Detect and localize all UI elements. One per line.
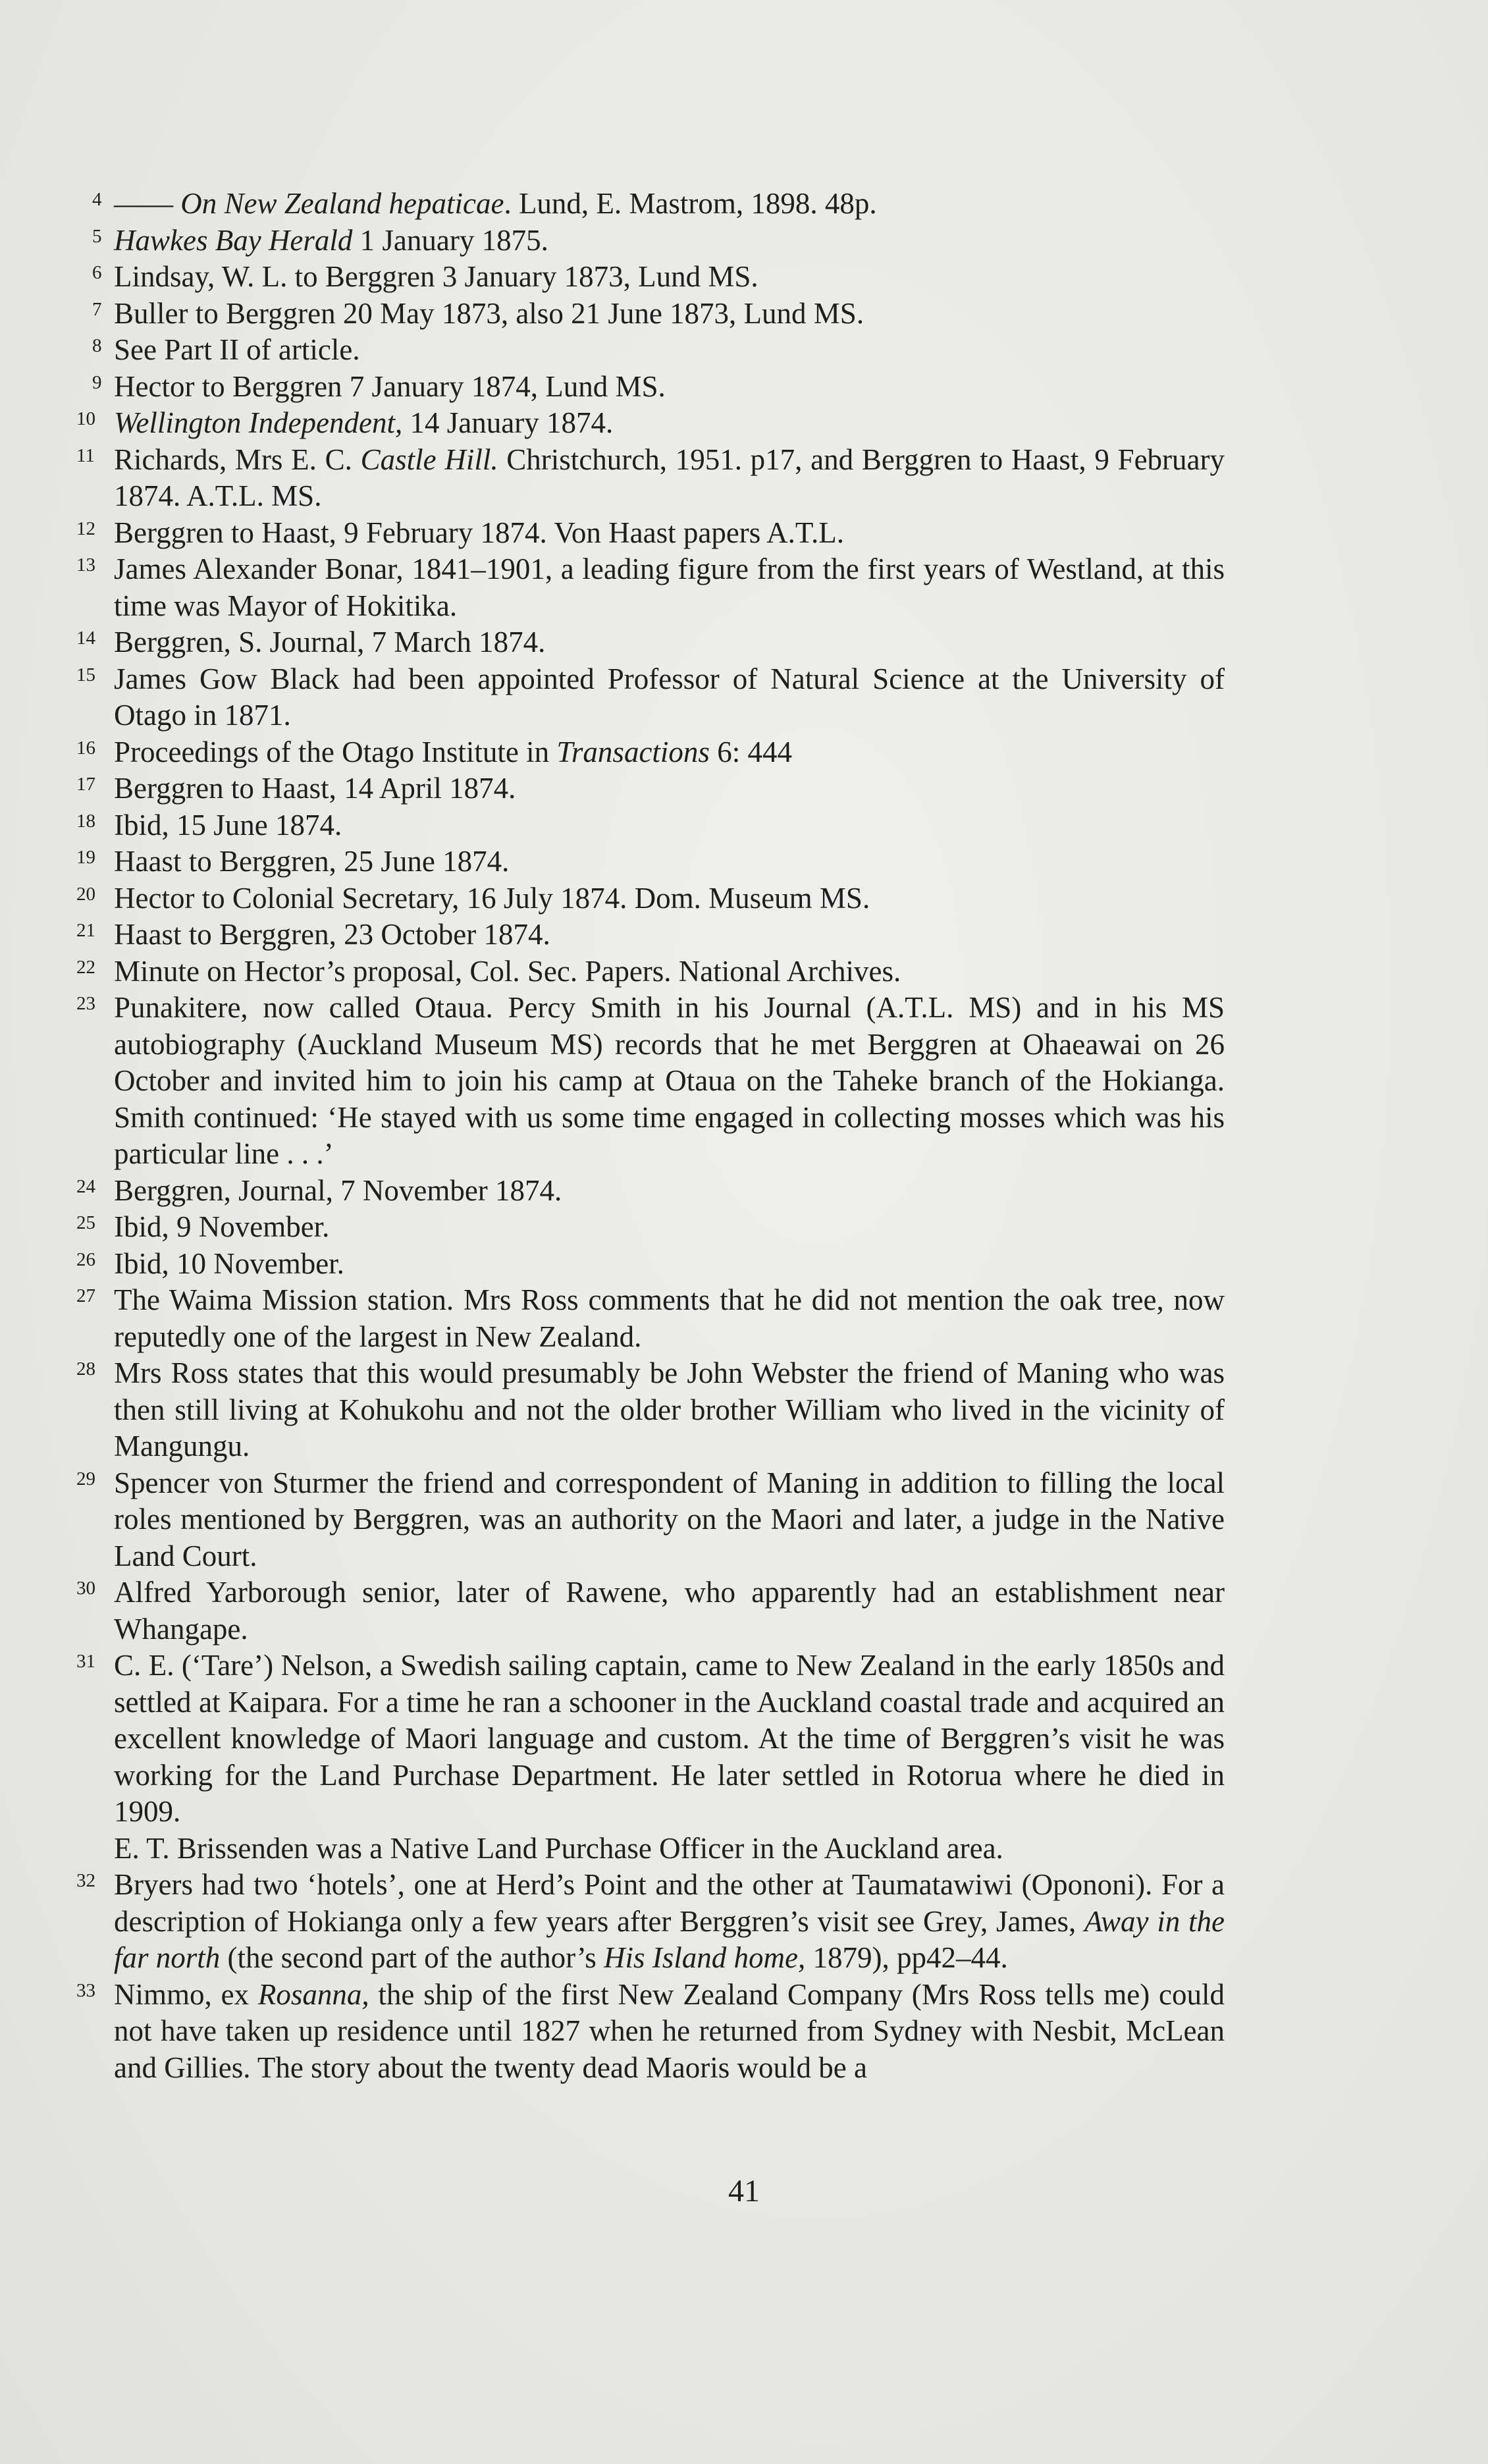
footnote-number: 6 — [92, 262, 102, 283]
footnote-text: Ibid, 9 November. — [114, 1210, 330, 1243]
footnote-text: Berggren, Journal, 7 November 1874. — [114, 1173, 562, 1207]
footnote-text: Haast to Berggren, 25 June 1874. — [114, 845, 510, 878]
footnote-number: 14 — [76, 628, 95, 649]
footnote-text: (the second part of the author’s — [220, 1941, 604, 1974]
footnote-text: Haast to Berggren, 23 October 1874. — [114, 918, 550, 951]
footnote-text: Berggren to Haast, 14 April 1874. — [114, 772, 516, 805]
footnote-number: 8 — [92, 335, 102, 356]
footnote-text: Mrs Ross states that this would presumably be John Webster the friend of Maning who was then still living at Kohukohu and not the older brother William who lived in the vicinity of Mangungu. — [114, 1356, 1225, 1462]
footnote-5 — [92, 223, 1225, 259]
footnote-number: 18 — [76, 810, 95, 832]
footnote-21 — [76, 917, 1225, 953]
footnote-29 — [76, 1465, 1225, 1575]
footnote-24 — [76, 1173, 1225, 1210]
footnote-text: Christchurch, 1951. p17, and Berggren to Haast, 9 February 1874. A.T.L. MS. — [114, 442, 1225, 512]
page-number: 41 — [728, 2174, 760, 2209]
footnote-text: 1879), pp42–44. — [805, 1941, 1008, 1974]
footnote-22 — [76, 953, 1225, 990]
footnote-number: 28 — [76, 1358, 95, 1379]
footnote-number: 7 — [92, 298, 102, 320]
footnote-number: 20 — [76, 883, 95, 905]
footnote-33 — [76, 1977, 1225, 2087]
footnote-number: 17 — [76, 774, 95, 795]
footnote-number: 19 — [76, 847, 95, 868]
footnote-number: 9 — [92, 371, 102, 393]
footnote-number: 26 — [76, 1248, 95, 1270]
footnote-30 — [76, 1574, 1225, 1647]
footnote-25 — [76, 1209, 1225, 1246]
footnote-number: 5 — [92, 225, 102, 247]
footnote-11 — [76, 442, 1225, 515]
footnote-15 — [76, 661, 1225, 734]
footnote-17 — [76, 770, 1225, 807]
footnote-number: 27 — [76, 1285, 95, 1306]
footnote-text: the ship of the first New Zealand Company (Mrs Ross tells me) could not have taken up residence until 1827 when he returned from Sydney with Nesbit, McLean and Gillies. The story about the twenty dead Maoris would be a — [114, 1977, 1225, 2084]
footnote-italic-text: Transactions — [556, 735, 710, 768]
footnote-continuation: E. T. Brissenden was a Native Land Purchase Officer in the Auckland area. — [114, 1831, 1003, 1865]
footnote-number: 24 — [76, 1175, 95, 1197]
footnote-text: Hector to Colonial Secretary, 16 July 1874. Dom. Museum MS. — [114, 881, 870, 915]
footnote-12 — [76, 515, 1225, 552]
footnote-text: Proceedings of the Otago Institute in — [114, 735, 557, 768]
footnote-number: 23 — [76, 993, 95, 1014]
footnote-19 — [76, 844, 1225, 880]
footnote-27 — [76, 1282, 1225, 1355]
footnote-text: Bryers had two ‘hotels’, one at Herd’s Point and the other at Taumatawiwi (Opononi). For a description of Hokianga only a few years after Berggren’s visit see Grey, James, — [114, 1868, 1225, 1938]
footnote-number: 15 — [76, 664, 95, 685]
footnote-text: Minute on Hector’s proposal, Col. Sec. Papers. National Archives. — [114, 954, 901, 988]
footnote-text: See Part II of article. — [114, 333, 360, 366]
footnote-list — [76, 186, 1225, 2086]
footnote-text: Berggren, S. Journal, 7 March 1874. — [114, 626, 546, 658]
footnote-text: . Lund, E. Mastrom, 1898. 48p. — [504, 187, 877, 220]
footnote-number: 21 — [76, 920, 95, 941]
footnote-text: 6: 444 — [709, 735, 792, 768]
footnote-number: 10 — [76, 408, 95, 429]
footnote-text: The Waima Mission station. Mrs Ross comments that he did not mention the oak tree, now reputedly one of the largest in New Zealand. — [114, 1283, 1225, 1353]
footnote-text: 1 January 1875. — [352, 223, 548, 257]
footnote-31 — [76, 1647, 1225, 1867]
footnote-text: James Alexander Bonar, 1841–1901, a leading figure from the first years of Westland, at this time was Mayor of Hokitika. — [114, 552, 1225, 622]
footnote-7 — [92, 296, 1225, 333]
footnote-text: Ibid, 10 November. — [114, 1246, 344, 1280]
footnote-32 — [76, 1867, 1225, 1977]
footnote-14 — [76, 624, 1225, 661]
footnote-20 — [76, 880, 1225, 917]
footnote-18 — [76, 807, 1225, 844]
footnote-26 — [76, 1246, 1225, 1283]
footnote-10 — [76, 405, 1225, 442]
footnote-6 — [92, 259, 1225, 296]
footnote-9 — [92, 369, 1225, 406]
footnote-text: Buller to Berggren 20 May 1873, also 21 June 1873, Lund MS. — [114, 296, 864, 330]
footnote-number: 13 — [76, 554, 95, 576]
footnote-text: Punakitere, now called Otaua. Percy Smith in his Journal (A.T.L. MS) and in his MS autobiography (Auckland Museum MS) records that he met Berggren at Ohaeawai on 26 October and invited him to join his camp at Otaua on the Taheke branch of the Hokianga. Smith continued: ‘He stayed with us some time engaged in collecting mosses which was his particular line . . .’ — [114, 991, 1225, 1170]
footnote-italic-text: His Island home, — [604, 1941, 806, 1974]
footnote-number: 11 — [76, 444, 95, 466]
footnote-4 — [92, 186, 1225, 223]
footnote-number: 33 — [76, 1979, 95, 2001]
footnote-italic-text: Wellington Independent, — [114, 406, 403, 439]
footnote-text: James Gow Black had been appointed Professor of Natural Science at the University of Otago in 1871. — [114, 662, 1225, 732]
footnote-16 — [76, 734, 1225, 771]
footnote-text: Ibid, 15 June 1874. — [114, 808, 342, 842]
footnote-number: 12 — [76, 518, 95, 539]
footnote-italic-text: Away in the far north — [114, 1904, 1225, 1974]
footnote-text: Spencer von Sturmer the friend and correspondent of Maning in addition to filling the local roles mentioned by Berggren, was an authority on the Maori and later, a judge in the Native Land Court. — [114, 1466, 1225, 1572]
footnote-text: Lindsay, W. L. to Berggren 3 January 1873, Lund MS. — [114, 260, 758, 293]
footnote-number: 29 — [76, 1468, 95, 1489]
footnote-13 — [76, 551, 1225, 624]
footnote-23 — [76, 990, 1225, 1173]
footnote-28 — [76, 1355, 1225, 1465]
footnote-text: —— — [114, 187, 181, 220]
footnote-text: Nimmo, ex — [114, 1977, 258, 2011]
footnote-number: 22 — [76, 956, 95, 978]
footnote-text: Alfred Yarborough senior, later of Rawene, who apparently had an establishment near Whangape. — [114, 1576, 1225, 1646]
footnote-number: 32 — [76, 1870, 95, 1891]
footnote-italic-text: Castle Hill. — [360, 442, 498, 476]
footnote-italic-text: On New Zealand hepaticae — [180, 187, 504, 220]
footnote-text: Berggren to Haast, 9 February 1874. Von Haast papers A.T.L. — [114, 516, 844, 549]
footnote-text: C. E. (‘Tare’) Nelson, a Swedish sailing captain, came to New Zealand in the early 1850s and settled at Kaipara. For a time he ran a schooner in the Auckland coastal trade and acquired an excellent knowledge of Maori language and custom. At the time of Berggren’s visit he was working for the Land Purchase Department. He later settled in Rotorua where he died in 1909. — [114, 1649, 1225, 1828]
footnote-italic-text: Hawkes Bay Herald — [114, 223, 353, 257]
footnote-italic-text: Rosanna, — [257, 1977, 369, 2011]
footnote-text: Hector to Berggren 7 January 1874, Lund MS. — [114, 369, 666, 403]
footnote-text: 14 January 1874. — [402, 406, 614, 439]
footnote-number: 25 — [76, 1212, 95, 1233]
footnote-number: 30 — [76, 1578, 95, 1599]
footnote-number: 16 — [76, 737, 95, 759]
footnote-8 — [92, 332, 1225, 369]
footnote-number: 4 — [92, 189, 102, 210]
footnote-number: 31 — [76, 1651, 95, 1672]
footnote-text: Richards, Mrs E. C. — [114, 442, 361, 476]
